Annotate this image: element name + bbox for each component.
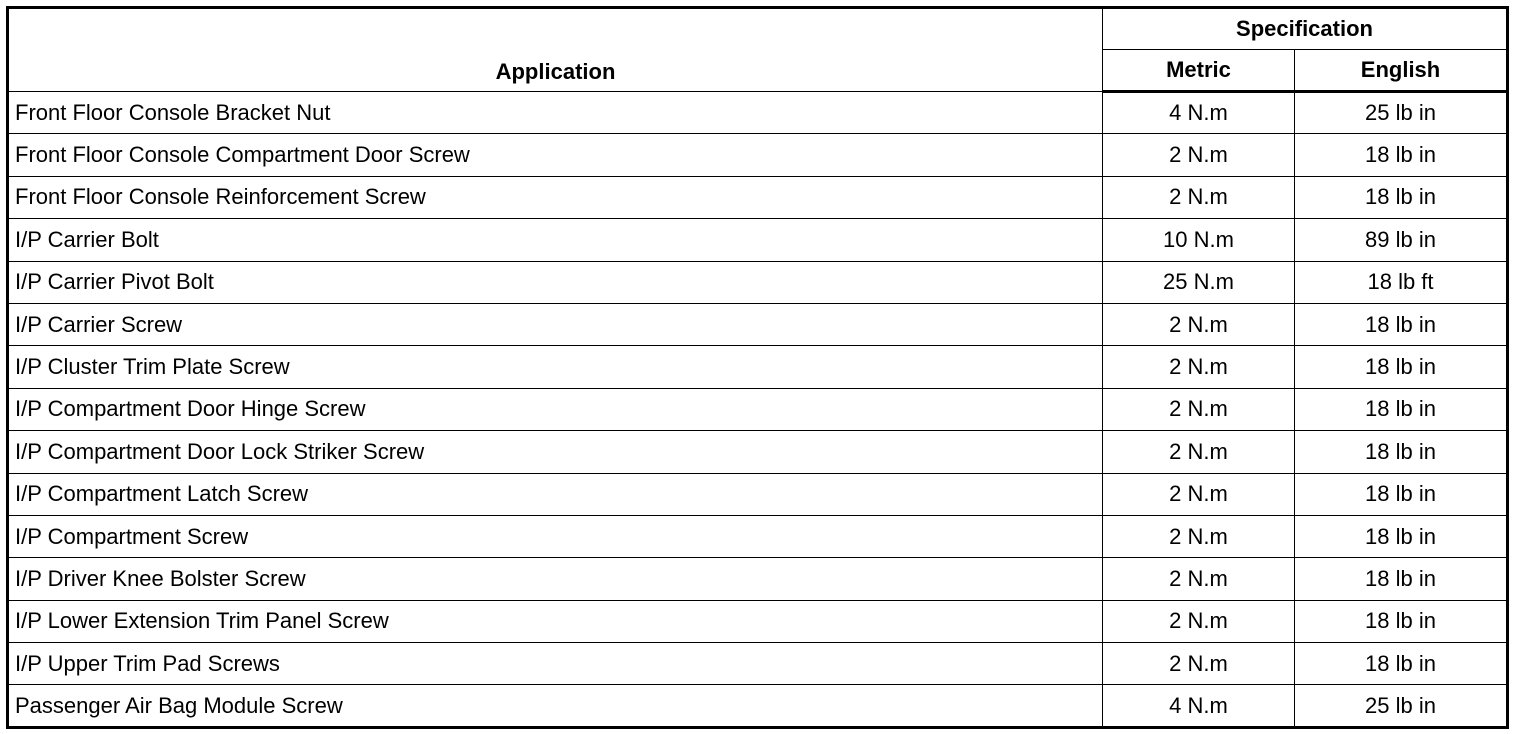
metric-cell: 2 N.m (1103, 473, 1295, 515)
table-row (8, 261, 1508, 303)
english-cell: 18 lb ft (1295, 261, 1508, 303)
metric-cell: 2 N.m (1103, 643, 1295, 685)
english-cell: 18 lb in (1295, 473, 1508, 515)
metric-cell: 2 N.m (1103, 134, 1295, 176)
metric-cell: 2 N.m (1103, 515, 1295, 557)
application-column-header: Application (8, 8, 1103, 92)
metric-cell: 2 N.m (1103, 388, 1295, 430)
application-cell: I/P Compartment Door Hinge Screw (8, 388, 1103, 430)
english-cell: 18 lb in (1295, 431, 1508, 473)
table-header (8, 8, 1508, 92)
application-cell: I/P Carrier Pivot Bolt (8, 261, 1103, 303)
metric-column-header: Metric (1103, 50, 1295, 92)
application-cell: I/P Compartment Latch Screw (8, 473, 1103, 515)
table-row (8, 600, 1508, 642)
application-cell: I/P Upper Trim Pad Screws (8, 643, 1103, 685)
english-cell: 18 lb in (1295, 643, 1508, 685)
header-row-top (8, 8, 1508, 50)
metric-cell: 2 N.m (1103, 303, 1295, 345)
english-cell: 25 lb in (1295, 92, 1508, 134)
english-column-header: English (1295, 50, 1508, 92)
table-row (8, 92, 1508, 134)
specification-column-header: Specification (1103, 8, 1508, 50)
application-cell: Front Floor Console Compartment Door Screw (8, 134, 1103, 176)
metric-cell: 10 N.m (1103, 219, 1295, 261)
table-row (8, 685, 1508, 727)
application-cell: I/P Cluster Trim Plate Screw (8, 346, 1103, 388)
metric-cell: 4 N.m (1103, 92, 1295, 134)
application-cell: Front Floor Console Bracket Nut (8, 92, 1103, 134)
metric-cell: 2 N.m (1103, 176, 1295, 218)
table-row (8, 303, 1508, 345)
english-cell: 18 lb in (1295, 176, 1508, 218)
metric-cell: 2 N.m (1103, 431, 1295, 473)
application-cell: Front Floor Console Reinforcement Screw (8, 176, 1103, 218)
table-row (8, 643, 1508, 685)
table-row (8, 431, 1508, 473)
application-cell: I/P Carrier Bolt (8, 219, 1103, 261)
table-row (8, 515, 1508, 557)
metric-cell: 2 N.m (1103, 346, 1295, 388)
table-row (8, 176, 1508, 218)
application-cell: Passenger Air Bag Module Screw (8, 685, 1103, 727)
metric-cell: 4 N.m (1103, 685, 1295, 727)
metric-cell: 2 N.m (1103, 600, 1295, 642)
table-row (8, 558, 1508, 600)
table-row (8, 346, 1508, 388)
application-cell: I/P Carrier Screw (8, 303, 1103, 345)
table-row (8, 388, 1508, 430)
english-cell: 18 lb in (1295, 346, 1508, 388)
application-cell: I/P Compartment Screw (8, 515, 1103, 557)
metric-cell: 2 N.m (1103, 558, 1295, 600)
english-cell: 89 lb in (1295, 219, 1508, 261)
torque-spec-table (6, 6, 1509, 729)
application-cell: I/P Compartment Door Lock Striker Screw (8, 431, 1103, 473)
english-cell: 18 lb in (1295, 303, 1508, 345)
english-cell: 18 lb in (1295, 558, 1508, 600)
table-body (8, 92, 1508, 728)
english-cell: 18 lb in (1295, 600, 1508, 642)
english-cell: 18 lb in (1295, 515, 1508, 557)
english-cell: 18 lb in (1295, 388, 1508, 430)
english-cell: 25 lb in (1295, 685, 1508, 727)
table-row (8, 473, 1508, 515)
metric-cell: 25 N.m (1103, 261, 1295, 303)
english-cell: 18 lb in (1295, 134, 1508, 176)
table-row (8, 134, 1508, 176)
application-cell: I/P Lower Extension Trim Panel Screw (8, 600, 1103, 642)
application-cell: I/P Driver Knee Bolster Screw (8, 558, 1103, 600)
table-row (8, 219, 1508, 261)
